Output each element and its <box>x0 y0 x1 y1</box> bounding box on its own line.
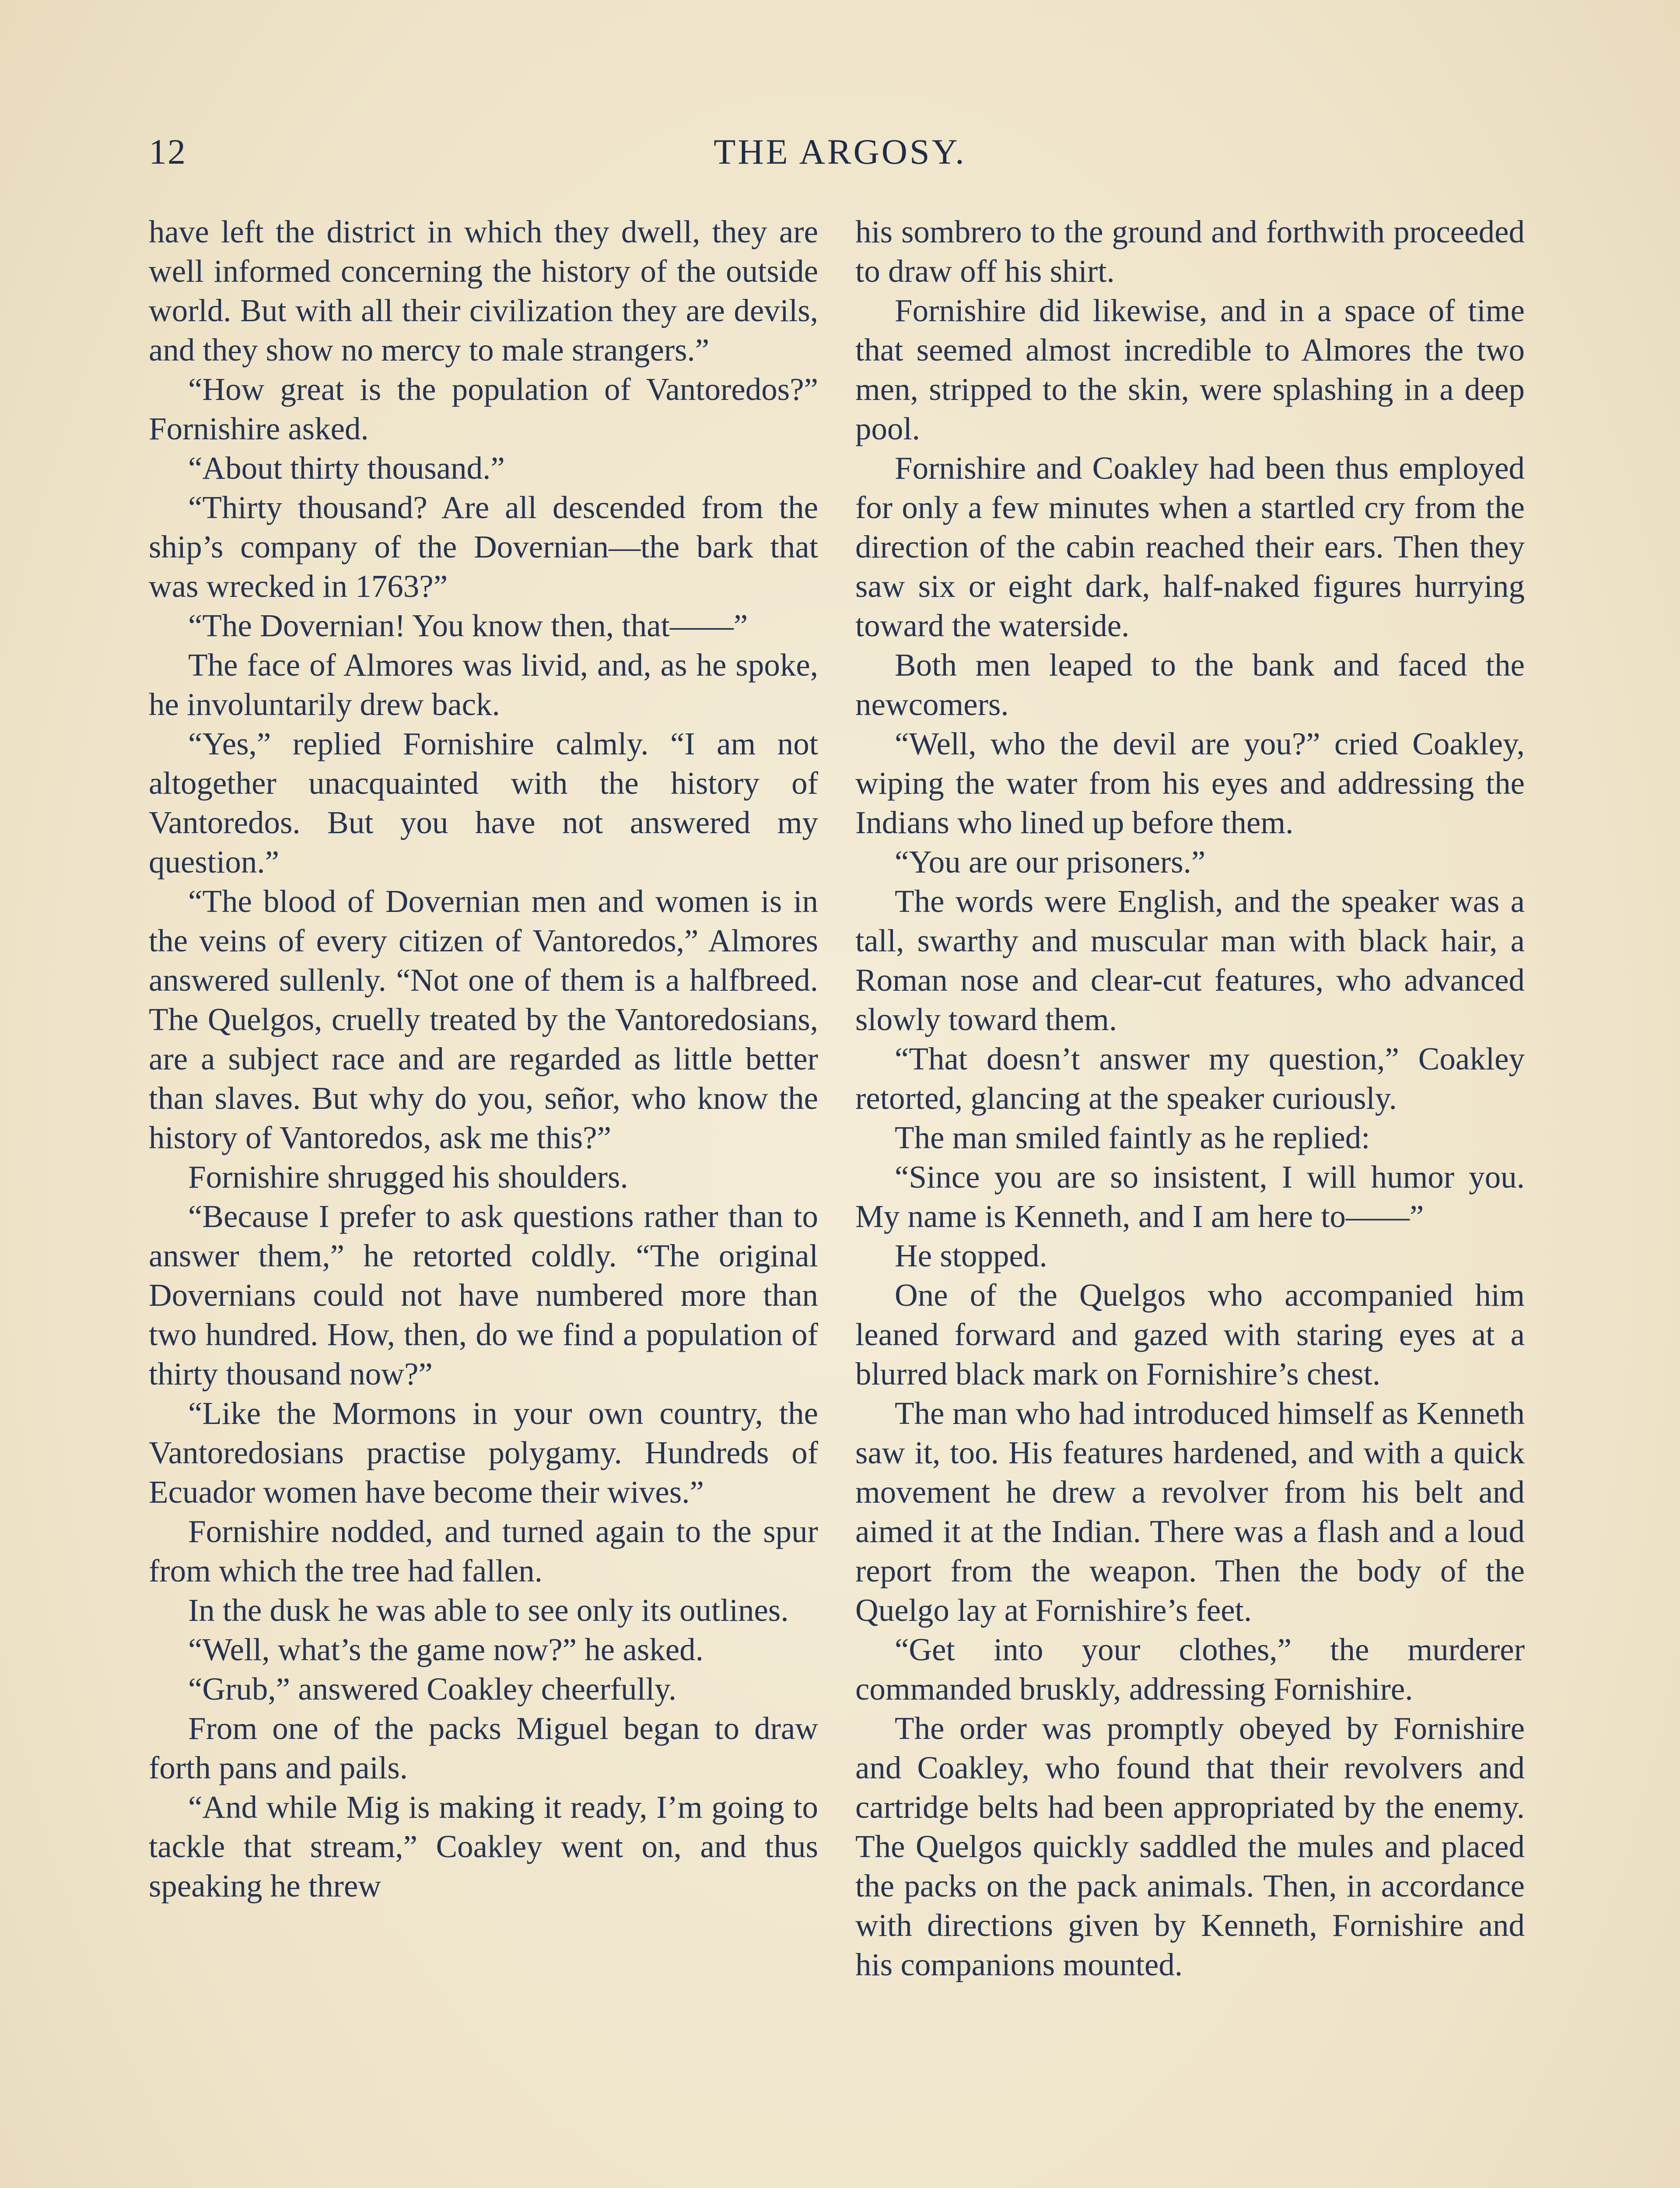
paragraph: From one of the packs Miguel began to draw forth pans and pails. <box>149 1711 818 1785</box>
paragraph: “Thirty thousand? Are all descended from the ship’s company of the Dovernian—the bark that was wrecked in 1763?” <box>149 490 818 604</box>
paragraph: “That doesn’t answer my question,” Coakley retorted, glancing at the speaker curiously. <box>855 1041 1525 1116</box>
paragraph: “Since you are so insistent, I will humor you. My name is Kenneth, and I am here to——” <box>855 1159 1525 1234</box>
paragraph: In the dusk he was able to see only its outlines. <box>188 1592 789 1628</box>
paragraph: “How great is the population of Vantoredos?” Fornishire asked. <box>149 372 818 446</box>
paragraph: The man who had introduced himself as Kenneth saw it, too. His features hardened, and with a quick movement he drew a revolver from his belt and aimed it at the Indian. There was a flash and a loud report from the weapon. Then the body of the Quelgo lay at Fornishire’s feet. <box>855 1396 1525 1628</box>
paragraph: The man smiled faintly as he replied: <box>895 1120 1370 1155</box>
paragraph: The order was promptly obeyed by Fornishire and Coakley, who found that their revolvers and cartridge belts had been appropriated by the enemy. The Quelgos quickly saddled the mules and placed the packs on the pack animals. Then, in accordance with directions given by Kenneth, Fornishire and his companions mounted. <box>855 1711 1525 1982</box>
paragraph: “Grub,” answered Coakley cheerfully. <box>188 1671 677 1707</box>
paragraph: “About thirty thousand.” <box>188 450 505 486</box>
paragraph: his sombrero to the ground and forthwith proceeded to draw off his shirt. <box>855 214 1525 289</box>
paragraph: “Get into your clothes,” the murderer commanded bruskly, addressing Fornishire. <box>855 1632 1525 1707</box>
left-column <box>149 212 818 1906</box>
paragraph: Both men leaped to the bank and faced the newcomers. <box>855 647 1525 722</box>
paragraph: Fornishire did likewise, and in a space of time that seemed almost incredible to Almores the two men, stripped to the skin, were splashing in a deep pool. <box>855 293 1525 446</box>
paragraph: He stopped. <box>895 1238 1047 1273</box>
paragraph: have left the district in which they dwell, they are well informed concerning the history of the outside world. But with all their civilization they are devils, and they show no mercy to male strangers.” <box>149 214 818 368</box>
paragraph: Fornishire and Coakley had been thus employed for only a few minutes when a startled cry from the direction of the cabin reached their ears. Then they saw six or eight dark, half-naked figures hurrying toward the waterside. <box>855 450 1525 643</box>
page-number: 12 <box>149 132 186 172</box>
paragraph: Fornishire shrugged his shoulders. <box>188 1159 628 1195</box>
paragraph: “And while Mig is making it ready, I’m going to tackle that stream,” Coakley went on, and thus speaking he threw <box>149 1789 818 1904</box>
paragraph: “You are our prisoners.” <box>895 844 1206 880</box>
paragraph: “Because I prefer to ask questions rather than to answer them,” he retorted coldly. “The original Dovernians could not have numbered more than two hundred. How, then, do we find a population of thirty thousand now?” <box>149 1199 818 1392</box>
paragraph: “The blood of Dovernian men and women is in the veins of every citizen of Vantoredos,” Almores answered sullenly. “Not one of them is a halfbreed. The Quelgos, cruelly treated by the Vantoredosians, are a subject race and are regarded as little better than slaves. But why do you, señor, who know the history of Vantoredos, ask me this?” <box>149 884 818 1155</box>
paragraph: “Well, who the devil are you?” cried Coakley, wiping the water from his eyes and addressing the Indians who lined up before them. <box>855 726 1525 840</box>
paragraph: “Well, what’s the game now?” he asked. <box>188 1632 704 1667</box>
paragraph: One of the Quelgos who accompanied him leaned forward and gazed with staring eyes at a blurred black mark on Fornishire’s chest. <box>855 1277 1525 1392</box>
paragraph: “Like the Mormons in your own country, the Vantoredosians practise polygamy. Hundreds of Ecuador women have become their wives.” <box>149 1396 818 1510</box>
right-column <box>855 212 1525 1985</box>
paragraph: Fornishire nodded, and turned again to the spur from which the tree had fallen. <box>149 1514 818 1588</box>
paragraph: The face of Almores was livid, and, as he spoke, he involuntarily drew back. <box>149 647 818 722</box>
paragraph: “The Dovernian! You know then, that——” <box>188 608 748 643</box>
running-title: THE ARGOSY. <box>714 132 966 172</box>
paragraph: “Yes,” replied Fornishire calmly. “I am not altogether unacquainted with the history of Vantoredos. But you have not answered my question.” <box>149 726 818 880</box>
paragraph: The words were English, and the speaker was a tall, swarthy and muscular man with black hair, a Roman nose and clear-cut features, who advanced slowly toward them. <box>855 884 1525 1037</box>
